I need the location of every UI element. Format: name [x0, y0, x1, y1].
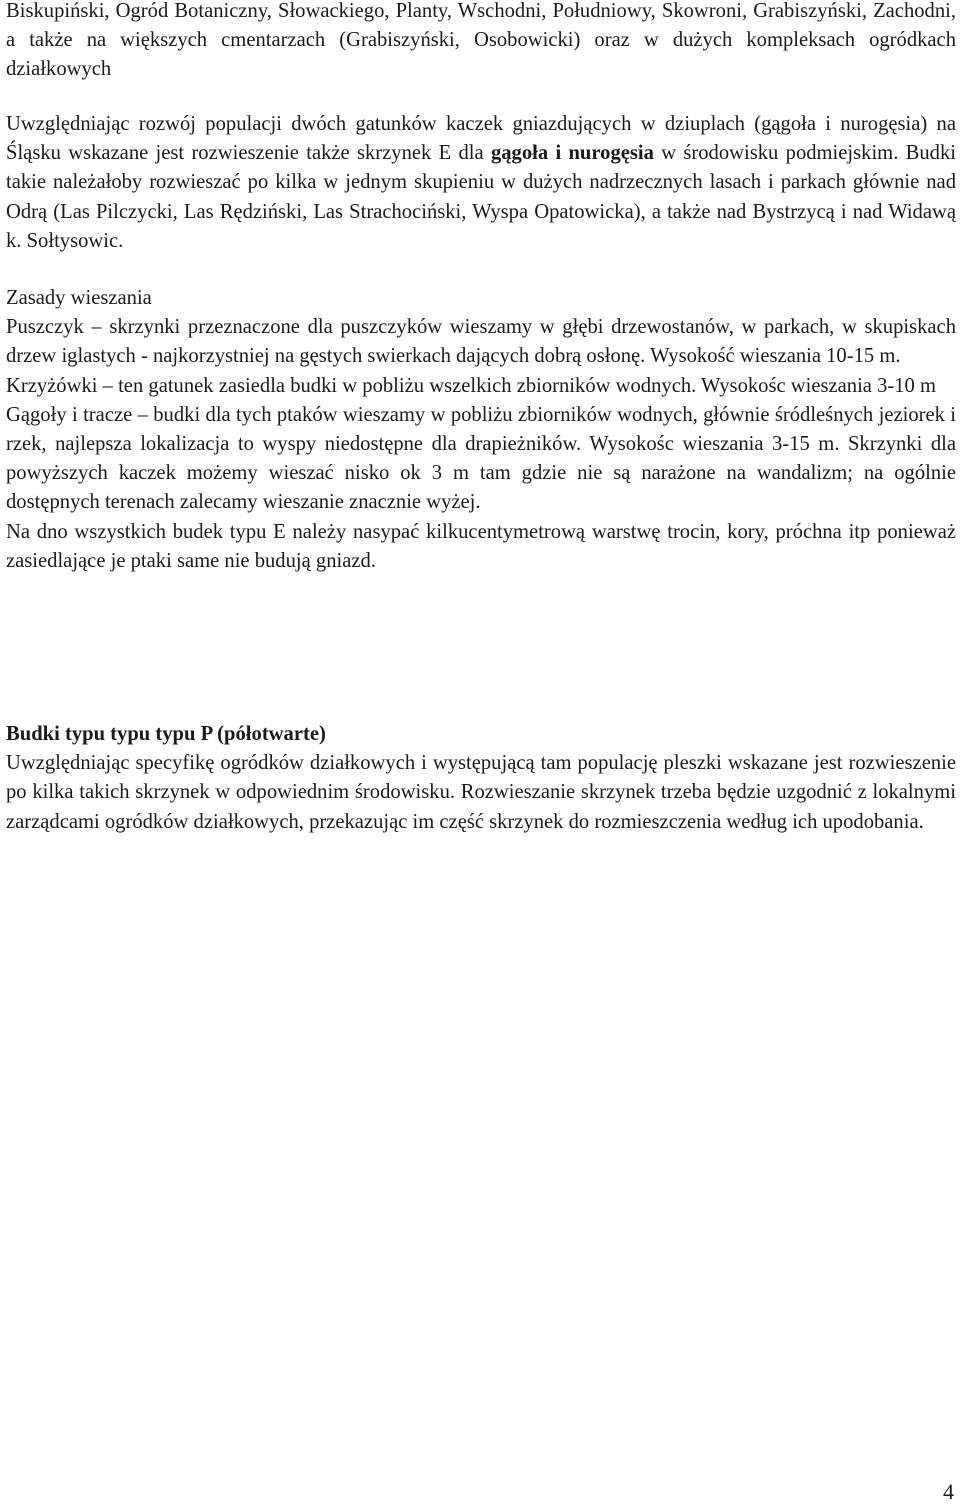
ducks-text-bold: gągoła i nurogęsia [490, 142, 654, 165]
page-number: 4 [943, 1479, 954, 1504]
rule-krzyzowki: Krzyżówki – ten gatunek zasiedla budki w pobliżu wszelkich zbiorników wodnych. Wysokośc wieszania 3-10 m [6, 374, 937, 397]
section-p-body: Uwzględniając specyfikę ogródków działkowych i występującą tam populację pleszki wskazane jest rozwieszenie po kilka takich skrzynek w odpowiednim środowisku. Rozwieszanie skrzynek trzeba będzie uzgodnić z lokalnymi zarządcami ogródków działkowych, przekazując im część skrzynek do rozmieszczenia według ich upodobania. [6, 752, 956, 833]
section-p [6, 720, 956, 837]
ducks-text-a: Uwzględniając rozwój populacji dwóch gatunków kaczek gniazdujących w dziuplach (gągoła i nurogęsia) na Śląsku wskazane jest rozwieszenie także skrzynek E dla [6, 113, 956, 165]
section-p-heading: Budki typu typu typu P (półotwarte) [6, 723, 326, 745]
rule-dno: Na dno wszystkich budek typu E należy nasypać kilkucentymetrową warstwę trocin, kory, próchna itp ponieważ zasiedlające je ptaki same nie budują gniazd. [6, 520, 956, 572]
rule-puszczyk: Puszczyk – skrzynki przeznaczone dla puszczyków wieszamy w głębi drzewostanów, w parkach, w skupiskach drzew iglastych - najkorzystniej na gęstych swierkach dających dobrą osłonę. Wysokość wieszania 10-15 m. [6, 316, 956, 368]
ducks-paragraph [6, 110, 956, 256]
intro-paragraph: Biskupiński, Ogród Botaniczny, Słowackiego, Planty, Wschodni, Południowy, Skowroni, Grabiszyński, Zachodni, a także na większych cmentarzach (Grabiszyński, Osobowicki) oraz w dużych kompleksach ogródkach działkowych [6, 0, 956, 81]
rule-gagoly: Gągoły i tracze – budki dla tych ptaków wieszamy w pobliżu zbiorników wodnych, głównie śródleśnych jeziorek i rzek, najlepsza lokalizacja to wyspy niedostępne dla drapieżników. Wysokośc wieszania 3-15 m. Skrzynki dla powyższych kaczek możemy wieszać nisko ok 3 m tam gdzie nie są narażone na wandalizm; na ogólnie dostępnych terenach zalecamy wieszanie znacznie wyżej. [6, 403, 956, 514]
rules-section [6, 284, 956, 576]
rules-heading: Zasady wieszania [6, 287, 152, 309]
ducks-text-b: w środowisku podmiejskim. Budki takie należałoby rozwieszać po kilka w jednym skupieniu w dużych nadrzecznych lasach i parkach głównie nad Odrą (Las Pilczycki, Las Rędziński, Las Strachociński, Wyspa Opatowicka), a także nad Bystrzycą i nad Widawą k. Sołtysowic. [6, 142, 956, 252]
